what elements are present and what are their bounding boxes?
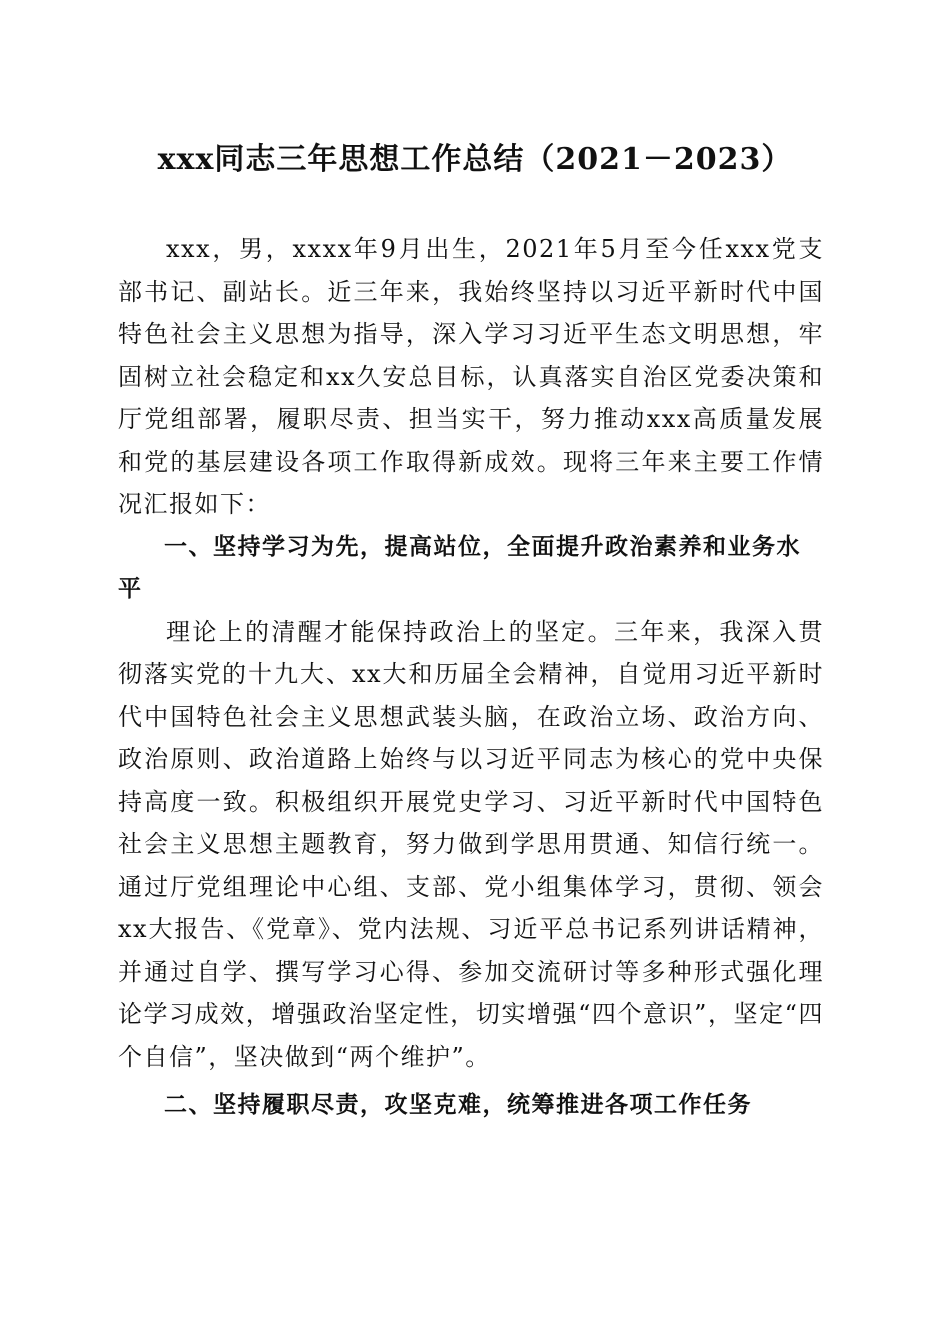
section-2-heading: 二、坚持履职尽责，攻坚克难，统筹推进各项工作任务 [164, 1092, 752, 1118]
section-1-paragraph: 理论上的清醒才能保持政治上的坚定。三年来，我深入贯彻落实党的十九大、xx大和历届全会精神，自觉用习近平新时代中国特色社会主义思想武装头脑，在政治立场、政治方向、政治原则、政治道路上始终与以习近平同志为核心的党中央保持高度一致。积极组织开展党史学习、习近平新时代中国特色社会主义思想主题教育，努力做到学思用贯通、知信行统一。通过厅党组理论中心组、支部、党小组集体学习，贯彻、领会xx大报告、《党章》、党内法规、习近平总书记系列讲话精神，并通过自学、撰写学习心得、参加交流研讨等多种形式强化理论学习成效，增强政治坚定性，切实增强“四个意识”，坚定“四个自信”，坚决做到“两个维护”。 [118, 617, 824, 1071]
document-body [118, 228, 824, 1127]
section-1-heading: 一、坚持学习为先，提高站位，全面提升政治素养和业务水平 [118, 533, 801, 602]
intro-paragraph: xxx，男，xxxx年9月出生，2021年5月至今任xxx党支部书记、副站长。近三年来，我始终坚持以习近平新时代中国特色社会主义思想为指导，深入学习习近平生态文明思想，牢固树立社会稳定和xx久安总目标，认真落实自治区党委决策和厅党组部署，履职尽责、担当实干，努力推动xxx高质量发展和党的基层建设各项工作取得新成效。现将三年来主要工作情况汇报如下： [118, 235, 824, 518]
document-title: xxx同志三年思想工作总结（2021－2023） [157, 142, 793, 177]
